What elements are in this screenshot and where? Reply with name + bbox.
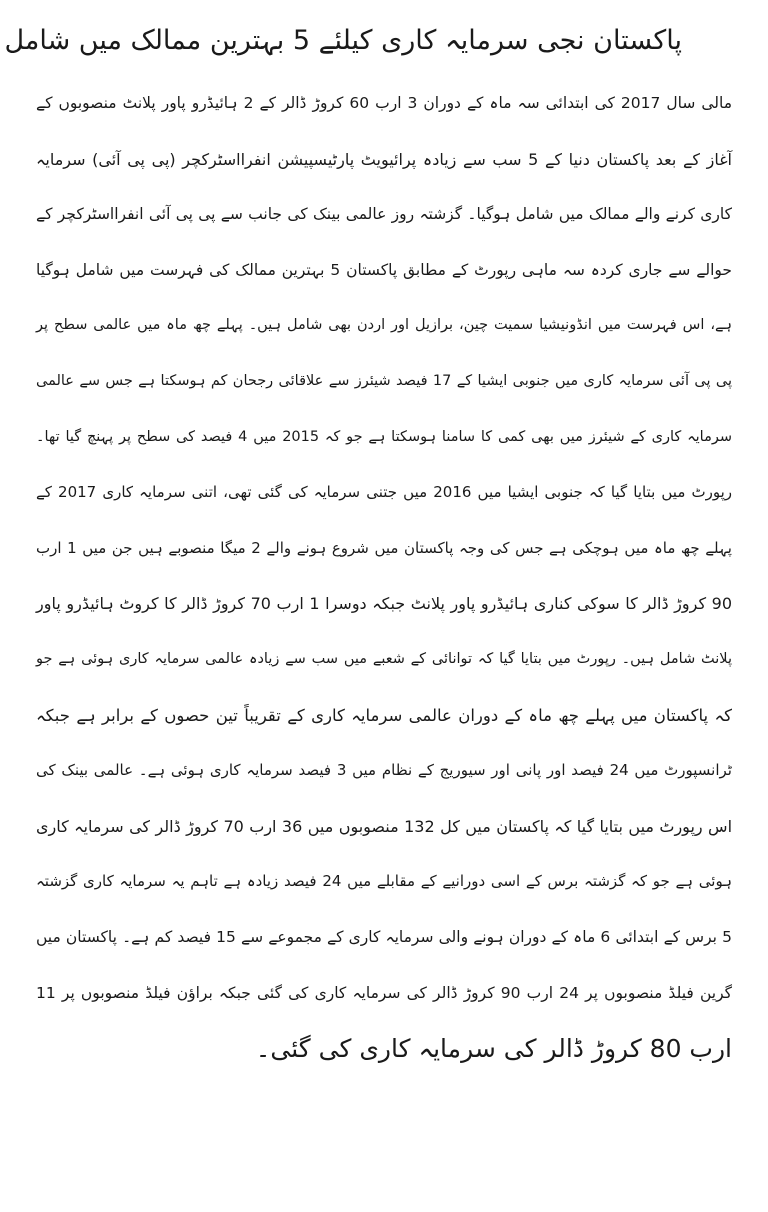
body-line: پہلے چھ ماہ میں ہوچکی ہے جس کی وجہ پاکستان میں شروع ہونے والے 2 میگا منصوبے ہیں جن میں 1 ارب	[36, 538, 732, 557]
body-line: پلانٹ شامل ہیں۔ رپورٹ میں بتایا گیا کہ توانائی کے شعبے میں سب سے زیادہ عالمی سرمایہ کاری ہوئی ہے جو	[36, 650, 732, 667]
body-line: رپورٹ میں بتایا گیا کہ جنوبی ایشیا میں 2016 میں جتنی سرمایہ کی گئی تھی، اتنی سرمایہ کاری 2017 کے	[36, 483, 732, 502]
body-line: ہے، اس فہرست میں انڈونیشیا سمیت چین، برازیل اور اردن بھی شامل ہیں۔ پہلے چھ ماہ میں عالمی سطح پر	[36, 317, 732, 334]
body-line: کاری کرنے والے ممالک میں شامل ہوگیا۔ گزشتہ روز عالمی بینک کی جانب سے پی پی آئی انفرااسٹرکچر کے	[36, 205, 732, 224]
body-line: 5 برس کے ابتدائی 6 ماہ کے دوران ہونے والی سرمایہ کاری کے مجموعے سے 15 فیصد کم ہے۔ پاکستان میں	[36, 927, 732, 946]
body-line: ہوئی ہے جو کہ گزشتہ برس کے اسی دورانیے کے مقابلے میں 24 فیصد زیادہ ہے تاہم یہ سرمایہ کاری گزشتہ	[36, 872, 732, 891]
body-line: سرمایہ کاری کے شیئرز میں بھی کمی کا سامنا ہوسکتا ہے جو کہ 2015 میں 4 فیصد کی سطح پر پہنچ گیا تھا۔	[36, 428, 732, 445]
body-line: مالی سال 2017 کی ابتدائی سہ ماہ کے دوران 3 ارب 60 کروڑ ڈالر کے 2 ہائیڈرو پاور پلانٹ منصوبوں کے	[36, 94, 733, 112]
body-line: حوالے سے جاری کردہ سہ ماہی رپورٹ کے مطابق پاکستان 5 بہترین ممالک کی فہرست میں شامل ہوگیا	[36, 260, 732, 279]
body-line: اس رپورٹ میں بتایا گیا کہ پاکستان میں کل 132 منصوبوں میں 36 ارب 70 کروڑ ڈالر کی سرمایہ کاری	[36, 816, 733, 836]
body-line: گرین فیلڈ منصوبوں پر 24 ارب 90 کروڑ ڈالر کی سرمایہ کاری کی گئی جبکہ براؤن فیلڈ منصوبوں پر 11	[36, 983, 732, 1002]
body-line: ارب 80 کروڑ ڈالر کی سرمایہ کاری کی گئی۔	[255, 1034, 732, 1064]
body-line: کہ پاکستان میں پہلے چھ ماہ کے دوران عالمی سرمایہ کاری کے تقریباً تین حصوں کے برابر ہے جبکہ	[36, 705, 732, 725]
body-line: ٹرانسپورٹ میں 24 فیصد اور پانی اور سیوریج کے نظام میں 3 فیصد سرمایہ کاری ہوئی ہے۔ عالمی بینک کی	[36, 761, 732, 780]
body-line: پی پی آئی سرمایہ کاری میں جنوبی ایشیا کے 17 فیصد شیئرز سے علاقائی رجحان کم ہوسکتا ہے جس سے عالمی	[36, 372, 732, 389]
body-line: آغاز کے بعد پاکستان دنیا کے 5 سب سے زیادہ پرائیویٹ پارٹیسپیشن انفرااسٹرکچر (پی پی آئی) سرمایہ	[36, 149, 733, 169]
body-line: 90 کروڑ ڈالر کا سوکی کناری ہائیڈرو پاور پلانٹ جبکہ دوسرا 1 ارب 70 کروڑ ڈالر کا کروٹ ہائیڈرو پاور	[36, 594, 733, 614]
article-body	[36, 76, 732, 1077]
article-title: پاکستان نجی سرمایہ کاری کیلئے 5 بہترین ممالک میں شامل	[4, 25, 682, 56]
